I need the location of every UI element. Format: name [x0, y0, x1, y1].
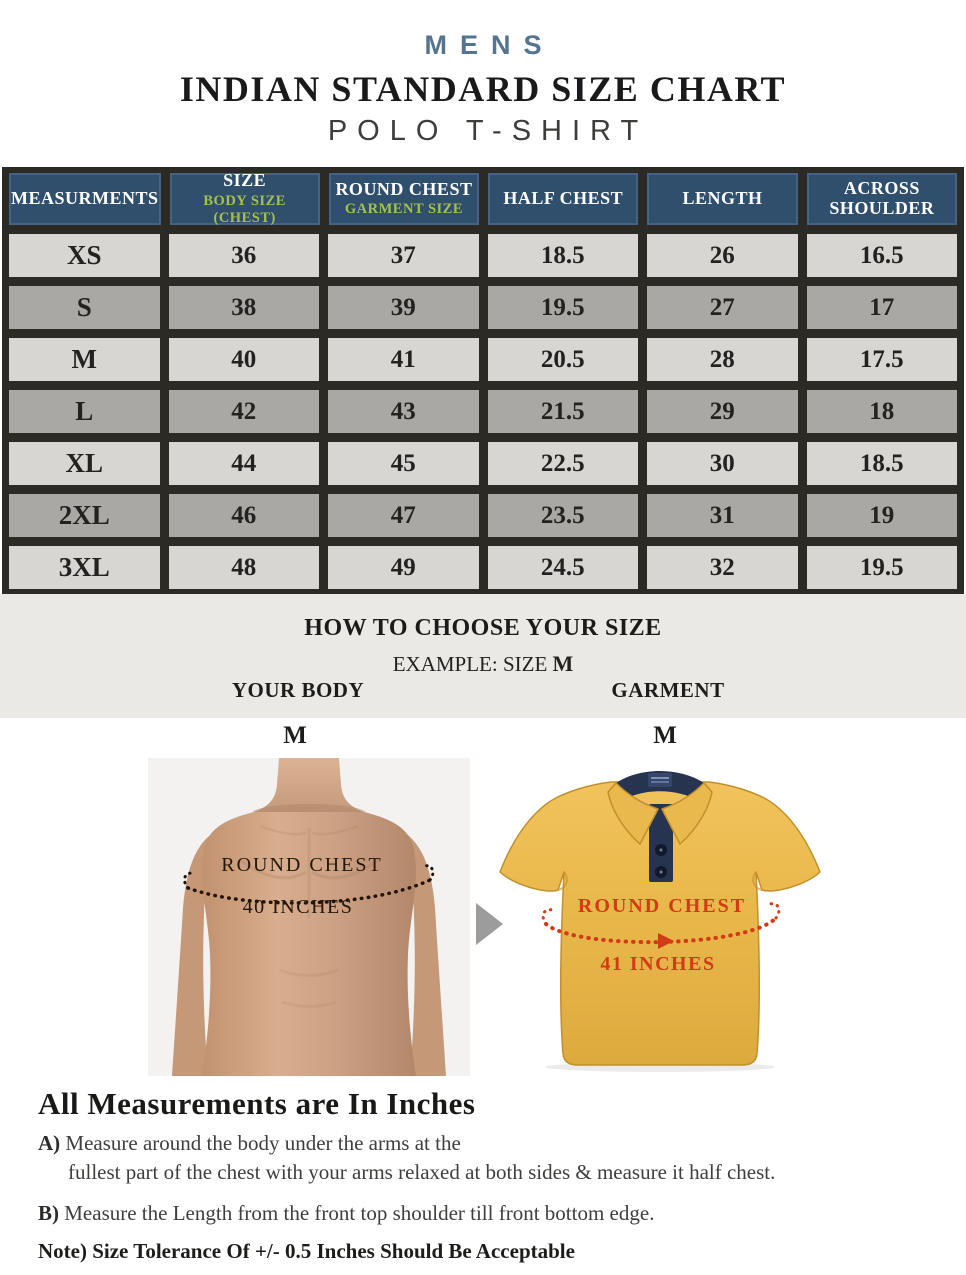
title-block [0, 0, 966, 148]
page-title: INDIAN STANDARD SIZE CHART [179, 69, 787, 109]
size-name-cell: XS [9, 234, 160, 277]
note-b-prefix: B) [38, 1201, 59, 1225]
table-row [9, 338, 957, 381]
note-a-line1: A) Measure around the body under the arms at the [38, 1131, 461, 1155]
your-body-label: YOUR BODY [231, 678, 365, 702]
how-to-choose-section [0, 594, 966, 718]
header-cell [807, 173, 957, 225]
header-cell-sublabel: GARMENT SIZE [344, 201, 464, 218]
product-subtitle: POLO T-SHIRT [327, 115, 649, 147]
size-name-cell: S [9, 286, 160, 329]
measurement-cell: 29 [647, 390, 798, 433]
example-size: M [552, 651, 574, 676]
header-cell [488, 173, 638, 225]
note-a-line2: fullest part of the chest with your arms relaxed at both sides & measure it half chest. [68, 1160, 776, 1184]
polo-shirt-figure [490, 752, 830, 1074]
table-row [9, 286, 957, 329]
header-cell-sublabel: BODY SIZE (CHEST) [203, 192, 286, 226]
garment-size-letter: M [653, 722, 677, 749]
size-name-cell: L [9, 390, 160, 433]
mannequin-image [148, 758, 470, 1076]
table-row [9, 234, 957, 277]
garment-label: GARMENT [611, 678, 725, 702]
measurement-cell: 37 [328, 234, 479, 277]
body-annotation-title: ROUND CHEST [221, 854, 383, 876]
measurement-cell: 16.5 [807, 234, 958, 277]
measurement-cell: 44 [169, 442, 320, 485]
measurement-cell: 18 [807, 390, 958, 433]
measurement-cell: 26 [647, 234, 798, 277]
garment-annotation-value: 41 INCHES [600, 953, 716, 975]
measurement-cell: 36 [169, 234, 320, 277]
measurement-cell: 48 [169, 546, 320, 589]
header-cell-label: MEASURMENTS [11, 188, 159, 209]
size-name-cell: 2XL [9, 494, 160, 537]
measurement-cell: 40 [169, 338, 320, 381]
table-row [9, 494, 957, 537]
measurement-cell: 23.5 [488, 494, 639, 537]
table-row [9, 390, 957, 433]
measurement-cell: 41 [328, 338, 479, 381]
example-label: EXAMPLE: SIZE [392, 652, 548, 676]
measurement-cell: 43 [328, 390, 479, 433]
measurement-cell: 19.5 [488, 286, 639, 329]
measurement-cell: 17 [807, 286, 958, 329]
measurement-cell: 30 [647, 442, 798, 485]
header-cell [647, 173, 797, 225]
tolerance-note: Note) Size Tolerance Of +/- 0.5 Inches Should Be Acceptable [38, 1239, 575, 1263]
garment-annotation-title: ROUND CHEST [577, 895, 747, 917]
measurement-cell: 32 [647, 546, 798, 589]
header-cell-label: ACROSS [843, 178, 920, 199]
measurement-cell: 18.5 [807, 442, 958, 485]
table-row [9, 546, 957, 589]
garment-image [490, 752, 830, 1074]
measurement-cell: 19 [807, 494, 958, 537]
measurement-cell: 46 [169, 494, 320, 537]
table-row [9, 442, 957, 485]
header-cell-label: LENGTH [682, 188, 763, 209]
mannequin-figure [148, 758, 470, 1076]
header-cell-label: ROUND CHEST [335, 178, 473, 199]
header-cell-label: SHOULDER [829, 198, 935, 218]
note-b-line: B) Measure the Length from the front top shoulder till front bottom edge. [38, 1201, 655, 1225]
measurement-cell: 27 [647, 286, 798, 329]
measurement-cell: 18.5 [488, 234, 639, 277]
header-cell-label: HALF CHEST [503, 188, 624, 209]
size-name-cell: M [9, 338, 160, 381]
table-header-row [9, 170, 957, 226]
size-name-cell: XL [9, 442, 160, 485]
measurement-cell: 42 [169, 390, 320, 433]
size-table [2, 167, 964, 595]
measurement-cell: 19.5 [807, 546, 958, 589]
header-cell [329, 173, 479, 225]
measurement-cell: 31 [647, 494, 798, 537]
size-name-cell: 3XL [9, 546, 160, 589]
brand-label [648, 773, 672, 787]
measurement-cell: 49 [328, 546, 479, 589]
measurement-cell: 45 [328, 442, 479, 485]
measurement-cell: 20.5 [488, 338, 639, 381]
notes-section [38, 1086, 938, 1264]
measurement-cell: 21.5 [488, 390, 639, 433]
measurement-cell: 22.5 [488, 442, 639, 485]
header-cell-label: SIZE [223, 170, 267, 191]
header-cell [170, 170, 320, 226]
body-annotation-value: 40 INCHES [242, 896, 354, 918]
measurement-cell: 24.5 [488, 546, 639, 589]
body-size-letter: M [283, 722, 307, 749]
header-cell [9, 173, 161, 225]
how-to-title: HOW TO CHOOSE YOUR SIZE [304, 615, 662, 641]
note-a-prefix: A) [38, 1131, 61, 1155]
notes-heading: All Measurements are In Inches [38, 1086, 476, 1121]
measurement-cell: 38 [169, 286, 320, 329]
example-line [0, 651, 966, 677]
measurement-cell: 17.5 [807, 338, 958, 381]
measurement-cell: 39 [328, 286, 479, 329]
measurement-cell: 28 [647, 338, 798, 381]
measurement-cell: 47 [328, 494, 479, 537]
brand-gender-title: MENS [424, 30, 555, 60]
